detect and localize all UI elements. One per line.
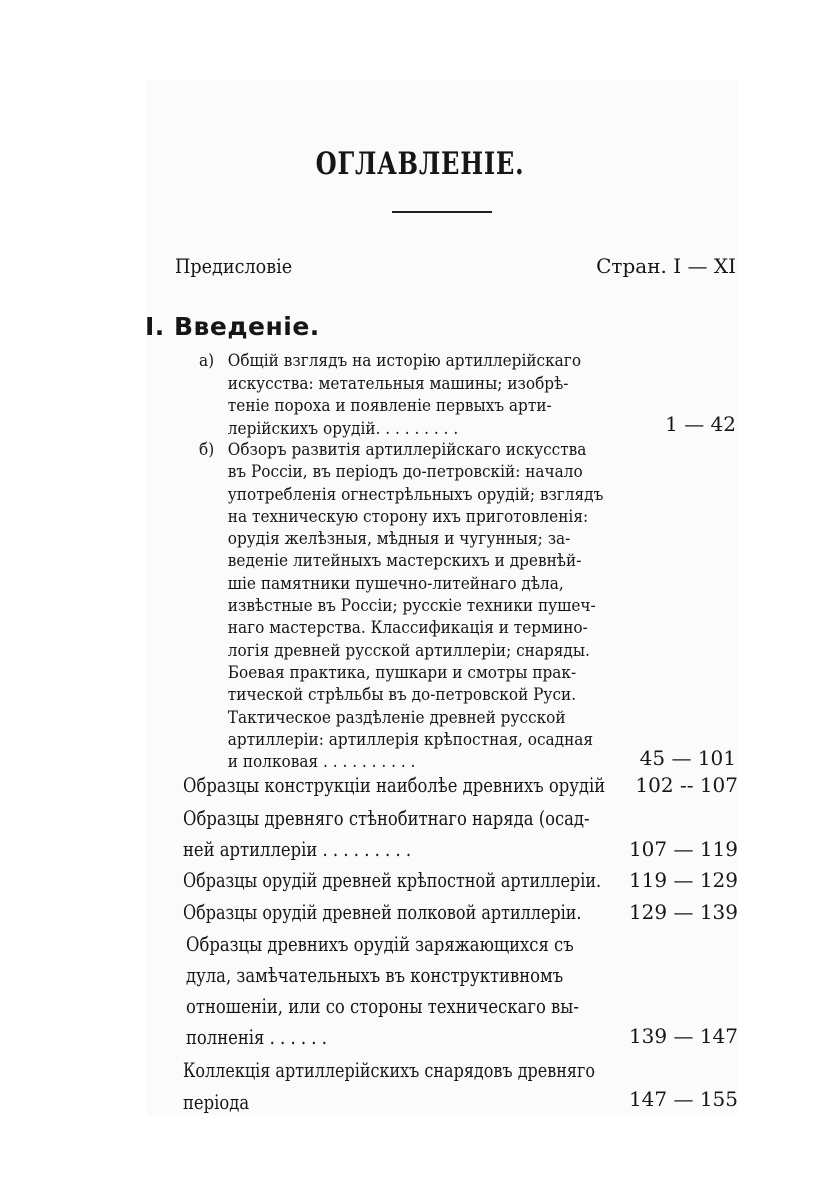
subsection-b-line: на техническую сторону ихъ приготовленія: xyxy=(227,506,589,527)
toc-entry-line: Образцы орудій древней крѣпостной артиллеріи. xyxy=(183,868,602,892)
subsection-b-line: орудія желѣзныя, мѣдныя и чугунныя; за- xyxy=(227,529,571,550)
toc-entry-line: Образцы древняго стѣнобитнаго наряда (осад- xyxy=(183,806,590,830)
toc-entry-line: полненія . . . . . . xyxy=(186,1025,327,1049)
subsection-a-line: лерійскихъ орудій. . . . . . . . . xyxy=(227,418,459,439)
subsection-a-line: искусства: метательныя машины; изобрѣ- xyxy=(227,373,569,394)
toc-entry-line: періода xyxy=(183,1090,250,1114)
toc-entry-line: Образцы древнихъ орудій заряжающихся съ xyxy=(186,932,574,956)
subsection-b-line: шіе памятники пушечно-литейнаго дѣла, xyxy=(227,573,564,594)
subsection-b-line: и полковая . . . . . . . . . . xyxy=(227,752,416,773)
subsection-b-line: употребленія огнестрѣльныхъ орудій; взглядъ xyxy=(227,484,604,505)
preface-pages: Стран. I — XI xyxy=(596,254,736,278)
subsection-b-line: веденіе литейныхъ мастерскихъ и древнѣй- xyxy=(227,551,582,572)
toc-entry-pages: 139 — 147 xyxy=(628,1024,738,1048)
subsection-a-line: Общій взглядъ на исторію артиллерійскаго xyxy=(227,351,582,371)
toc-entry-line: Образцы орудій древней полковой артиллеріи. xyxy=(183,900,582,924)
toc-entry-line: отношеніи, или со стороны техническаго вы- xyxy=(186,994,579,1018)
subsection-b-line: въ Россіи, въ періодъ до-петровскій: начало xyxy=(227,462,583,483)
toc-entry-pages: 129 — 139 xyxy=(628,900,738,924)
subsection-b-line: Боевая практика, пушкари и смотры прак- xyxy=(227,662,577,683)
subsection-b-marker: б) xyxy=(199,440,215,460)
subsection-a xyxy=(199,350,623,440)
toc-entry-pages: 147 — 155 xyxy=(628,1087,738,1111)
toc-entry-line: Образцы конструкціи наиболѣе древнихъ орудій xyxy=(183,773,606,797)
toc-entry-pages: 119 — 129 xyxy=(628,868,738,892)
toc-entry-pages: 107 — 119 xyxy=(628,837,738,861)
page-title: ОГЛАВЛЕНІЕ. xyxy=(315,146,525,182)
subsection-a-line: теніе пороха и появленіе первыхъ арти- xyxy=(227,396,552,416)
subsection-a-pages: 1 — 42 xyxy=(665,412,736,436)
subsection-b-line: извѣстные въ Россіи; русскіе техники пушеч- xyxy=(227,596,596,617)
subsection-b-line: Обзоръ развитія артиллерійскаго искусства xyxy=(227,440,587,460)
section-heading: I. Введеніе. xyxy=(145,312,320,341)
toc-entry-line: дула, замѣчательныхъ въ конструктивномъ xyxy=(186,963,564,987)
subsection-b-line: наго мастерства. Классификація и термино- xyxy=(227,618,588,639)
subsection-b-line: тической стрѣльбы въ до-петровской Руси. xyxy=(227,685,577,706)
toc-entry-line: ней артиллеріи . . . . . . . . . xyxy=(183,837,412,861)
subsection-b-line: Тактическое раздѣленіе древней русской xyxy=(227,707,566,728)
subsection-b-line: логія древней русской артиллеріи; снаряды. xyxy=(227,640,590,661)
subsection-b-line: артиллеріи: артиллерія крѣпостная, осадная xyxy=(227,729,594,750)
title-divider xyxy=(392,211,492,213)
toc-entry-line: Коллекція артиллерійскихъ снарядовъ древняго xyxy=(183,1058,596,1082)
subsection-b xyxy=(199,439,648,773)
subsection-b-pages: 45 — 101 xyxy=(639,746,736,770)
subsection-a-marker: а) xyxy=(199,351,215,371)
preface-label: Предисловіе xyxy=(175,254,293,278)
toc-entry-pages: 102 -- 107 xyxy=(635,773,738,797)
